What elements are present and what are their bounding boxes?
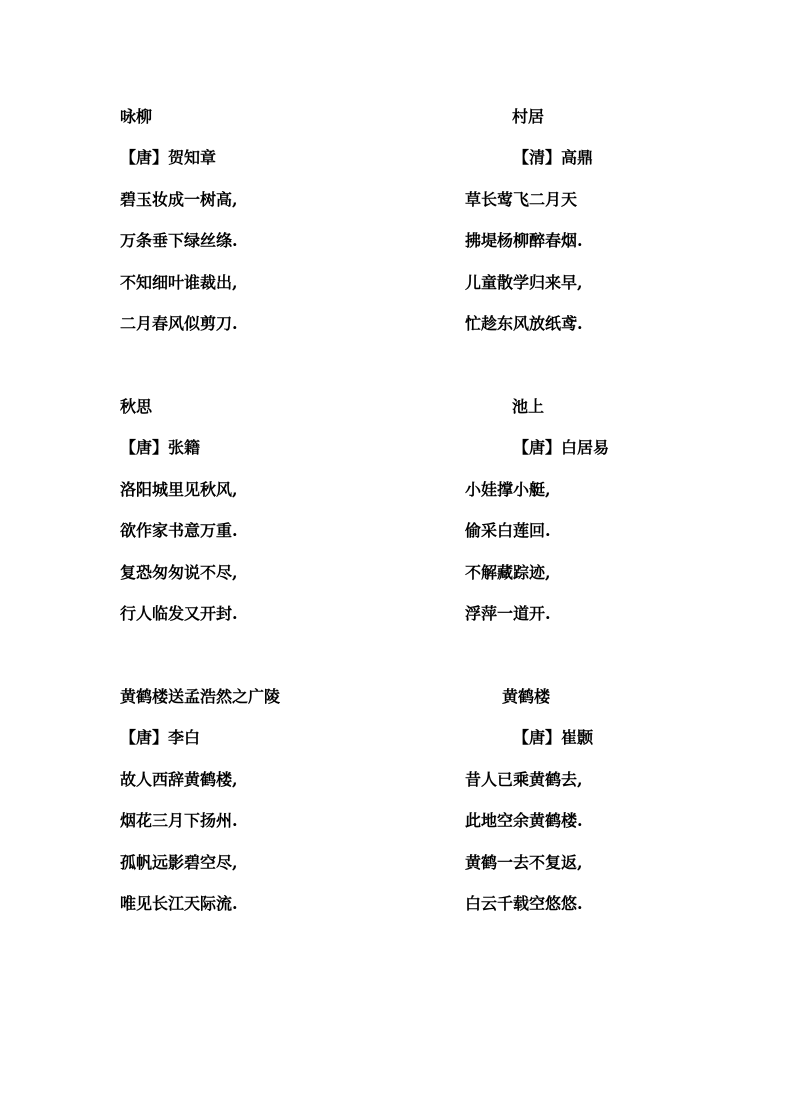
poem-line: 白云千载空悠悠. [465, 894, 583, 913]
poem-author: 【清】高鼎 [513, 148, 594, 167]
poem-author: 【唐】张籍 [120, 438, 201, 457]
poem-title: 池上 [512, 397, 545, 416]
poem-line: 浮萍一道开. [465, 604, 551, 623]
poem-line: 欲作家书意万重. [120, 521, 238, 540]
poem-line: 碧玉妆成一树高, [120, 190, 238, 209]
poem-title: 咏柳 [120, 107, 153, 126]
poem-line: 昔人已乘黄鹤去, [465, 770, 583, 789]
poem-author: 【唐】崔颢 [513, 728, 594, 747]
poem-author: 【唐】贺知章 [120, 148, 217, 167]
poem-line: 万条垂下绿丝绦. [120, 231, 238, 250]
poem-title: 村居 [512, 107, 545, 126]
poem-line: 小娃撑小艇, [465, 480, 551, 499]
poem-line: 忙趁东风放纸鸢. [465, 314, 583, 333]
poem-line: 草长莺飞二月天 [465, 190, 578, 209]
poem-author: 【唐】李白 [120, 728, 201, 747]
poem-line: 此地空余黄鹤楼. [465, 811, 583, 830]
poem-title: 黄鹤楼 [502, 687, 551, 706]
poem-line: 二月春风似剪刀. [120, 314, 238, 333]
poem-line: 孤帆远影碧空尽, [120, 853, 238, 872]
poem-line: 故人西辞黄鹤楼, [120, 770, 238, 789]
poem-line: 偷采白莲回. [465, 521, 551, 540]
poem-line: 拂堤杨柳醉春烟. [465, 231, 583, 250]
poem-line: 洛阳城里见秋风, [120, 480, 238, 499]
poem-line: 儿童散学归来早, [465, 273, 583, 292]
poem-line: 复恐匆匆说不尽, [120, 563, 238, 582]
poem-title: 黄鹤楼送孟浩然之广陵 [120, 687, 281, 706]
poem-line: 行人临发又开封. [120, 604, 238, 623]
poem-line: 不解藏踪迹, [465, 563, 551, 582]
poem-line: 不知细叶谁裁出, [120, 273, 238, 292]
poem-line: 唯见长江天际流. [120, 894, 238, 913]
poem-author: 【唐】白居易 [513, 438, 610, 457]
poem-line: 黄鹤一去不复返, [465, 853, 583, 872]
poem-title: 秋思 [120, 397, 153, 416]
poem-line: 烟花三月下扬州. [120, 811, 238, 830]
